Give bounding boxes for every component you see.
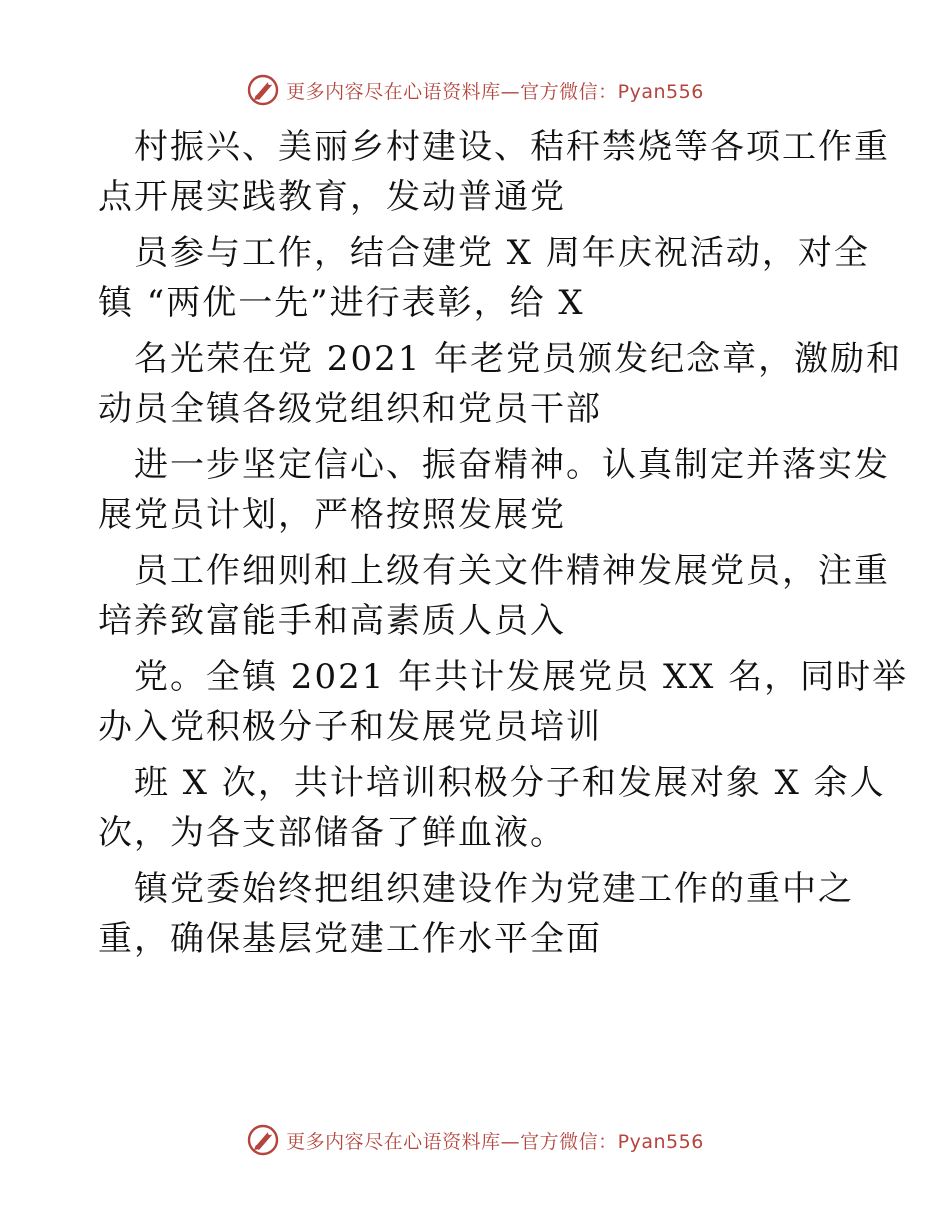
body-line: 办入党积极分子和发展党员培训 [98, 707, 602, 747]
header-banner-inner [246, 73, 704, 107]
body-line: 动员全镇各级党组织和党员干部 [98, 389, 602, 429]
body-line: 重，确保基层党建工作水平全面 [98, 919, 602, 959]
body-line: 培养致富能手和高素质人员入 [98, 601, 566, 641]
body-line: 次，为各支部储备了鲜血液。 [98, 813, 566, 853]
document-body [98, 122, 909, 964]
body-line: 员参与工作，结合建党 X 周年庆祝活动，对全 [134, 233, 870, 273]
body-line: 村振兴、美丽乡村建设、秸秆禁烧等各项工作重 [134, 127, 890, 167]
footer-banner-text: 更多内容尽在心语资料库—官方微信：Pyan556 [286, 1130, 704, 1153]
body-line: 镇党委始终把组织建设作为党建工作的重中之 [134, 869, 854, 909]
body-line: 班 X 次，共计培训积极分子和发展对象 X 余人 [134, 763, 886, 803]
body-line: 员工作细则和上级有关文件精神发展党员，注重 [134, 551, 890, 591]
body-line: 进一步坚定信心、振奋精神。认真制定并落实发 [134, 445, 890, 485]
header-banner-text: 更多内容尽在心语资料库—官方微信：Pyan556 [286, 80, 704, 103]
header-banner [0, 70, 950, 110]
body-line: 镇 “两优一先”进行表彰，给 X [98, 283, 585, 323]
body-line: 党。全镇 2021 年共计发展党员 XX 名，同时举 [134, 657, 909, 697]
pen-seal-icon [246, 1123, 280, 1157]
body-line: 名光荣在党 2021 年老党员颁发纪念章，激励和 [134, 339, 903, 379]
footer-banner [0, 1120, 950, 1160]
footer-banner-inner [246, 1123, 704, 1157]
body-line: 点开展实践教育，发动普通党 [98, 177, 566, 217]
pen-seal-icon [246, 73, 280, 107]
body-line: 展党员计划，严格按照发展党 [98, 495, 566, 535]
